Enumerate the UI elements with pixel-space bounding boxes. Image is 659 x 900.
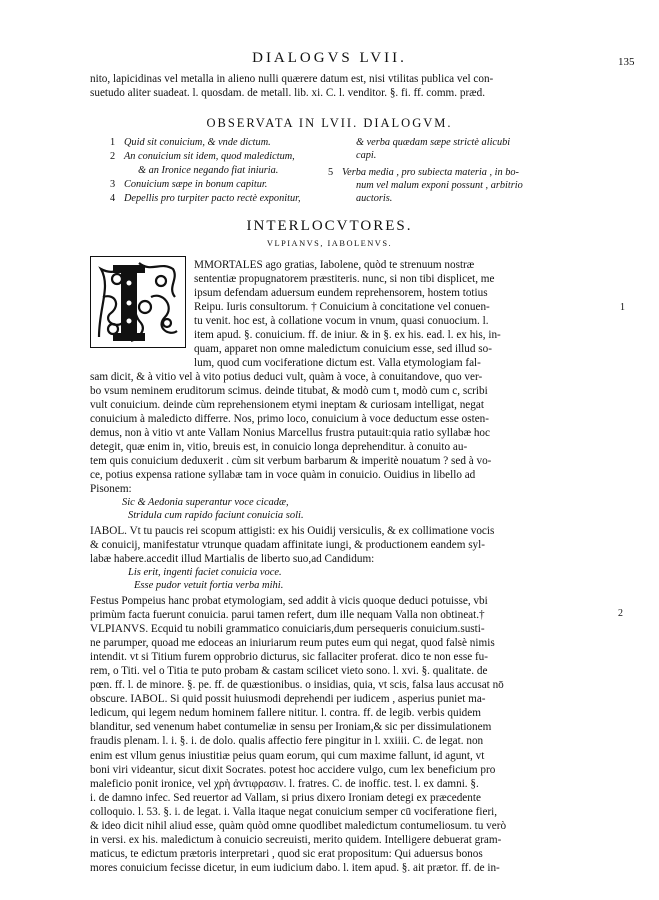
text-line: item apud. §. conuicium. ff. de iniur. & in §. ex his. ead. l. ex his, in- [194,329,501,342]
text-line: labæ habere.accedit illud Martialis de liberto suo,ad Candidum: [90,553,375,566]
summary-item [110,150,295,163]
verse-line: Stridula cum rapido faciunt conuicia soli. [128,510,304,521]
text-line: in versi. ex his. maledictum à conuicio secreuisti, merito quidem. Intelligere debuerat gram- [90,833,502,846]
summary-text: num vel malum exponi possunt , arbitrio [356,180,523,191]
text-line: conuicium à maledicto differre. Nos, primo loco, conuicium à voce deductum esse osten- [90,413,490,426]
text-line: suetudo aliter suadeat. l. quosdam. de metall. lib. xi. C. l. venditor. §. fi. ff. comm. præd. [90,87,486,99]
paragraph-body-2 [90,524,610,566]
text-line: sententiæ propugnatorem præstiteris. nunc, si non tibi displicet, me [194,273,495,286]
summary-item [342,192,392,205]
text-line: demus, non à vitio vt ante Vallam Nonius Marcellus frustra putauit:quia ratio syllabæ hoc [90,427,490,440]
summary-item [328,166,519,179]
summary-item [342,149,376,162]
summary-number: 1 [110,137,116,148]
summary-number: 4 [110,193,116,204]
text-line: Pisonem: [90,483,132,496]
ornament-icon [91,257,184,346]
paragraph-body-1 [90,370,610,496]
text-line: ce, potius expensa ratione syllabæ tam in voce quàm in conuicio. Ouidius in libello ad [90,469,476,482]
summary-text: Conuicium sæpe in bonum capitur. [124,179,268,190]
verse-line: Sic & Aedonia superantur voce cicadæ, [122,497,289,508]
text-line: colloquio. l. 53. §. i. de legat. i. Valla itaque negat conuicium semper cū vociferatione fieri, [90,805,498,818]
text-line: ipsum defendam aduersum eundem reprehensorem, hostem totius [194,287,488,300]
text-line: Reipu. Iuris consultorum. † Conuicium à concitatione vel conuen- [194,301,490,314]
text-line: tu venit. hoc est, à collatione vocum in vnum, quasi conuocium. l. [194,315,489,328]
verse-line: Esse pudor vetuit fortia verba mihi. [134,580,284,591]
speakers-line: VLPIANVS, IABOLENVS. [266,239,393,248]
text-line: vult conuicium. deinde cùm reprehensionem etymi ineptam & curiosam intelligat, negat [90,399,484,412]
summary-text: Quid sit conuicium, & vnde dictum. [124,137,271,148]
text-line: maticus, te edictum prætoris interpretari , quod sic erat propositum: Qui aduersus bonos [90,847,483,860]
text-line: i. de damno infec. Sed reuertor ad Vallam, si prius dixero Ironiam detegi ex præcedente [90,791,481,804]
paragraph-opening [194,258,614,370]
summary-text: & an Ironice negando fiat iniuria. [138,165,279,176]
text-line: VLPIANVS. Ecquid tu nobili grammatico conuiciaris,dum persequeris conuicium.susti- [90,623,485,636]
summary-item [342,136,510,149]
verse-quote-martial [122,566,283,592]
margin-note: 1 [620,302,625,313]
text-line: lum, quod cum vociferatione dictum est. Valla etymologiam fal- [194,357,481,370]
text-line: pœn. ff. l. de minore. §. pe. ff. de quæstionibus. o insidias, quia, vt scis, falsa laus accusat nō [90,679,504,692]
text-line: blanditur, sed venenum habet contumeliæ in sensu per Ironiam,& sic per dissimulationem [90,721,492,734]
interlocutores-heading: INTERLOCVTORES. [246,218,413,234]
summary-text: auctoris. [356,193,393,204]
continuation-text [90,72,610,100]
paragraph-body-3 [90,594,610,875]
summary-text: An conuicium sit idem, quod maledictum, [124,151,295,162]
text-line: fraudis plenam. l. i. §. i. de dolo. qualis affectio fere pingitur in l. xxiiii. C. de legat. non [90,735,484,748]
text-line: quam, apparet non omne maledictum conuicium esse, sed illud so- [194,343,492,356]
summary-number: 3 [110,179,116,190]
page-number: 135 [618,56,635,68]
summary-item [342,179,523,192]
margin-note: 2 [618,608,623,619]
text-line: primùm facta fuerunt conuicia. parui tamen refert, dum ille nequam Valla non obtineat.† [90,609,485,622]
text-line: Festus Pompeius hanc probat etymologiam, sed addit à vicis quoque deduci potuisse, vbi [90,595,488,607]
verse-quote-ovid [122,496,304,522]
summary-item [110,192,301,205]
text-line: enim est vllum genus iniustitiæ peius quam eorum, qui cum maxime fallunt, id agunt, vt [90,749,485,762]
text-line: detegit, quæ enim in, vitio, breuis est, in conuicio longa deprehenditur. à conuito au- [90,441,468,454]
summary-item [110,136,271,149]
summary-text: & verba quædam sæpe strictè alicubi [356,137,511,148]
text-line: ne parumper, quoad me edoceas an iniuriarum reum putes eum qui negat, quod falsè nimis [90,637,495,650]
summary-number: 2 [110,151,116,162]
text-line: & ideo dicit nihil aliud esse, quàm quòd omne quodlibet maledictum contumeliosum. tu verò [90,819,507,832]
text-line: obscure. IABOL. Si quid possit huiusmodi deprehendi per iudicem , asperius puniet ma- [90,693,486,706]
text-line: MMORTALES ago gratias, Iabolene, quòd te strenuum nostræ [194,259,475,271]
text-line: bo vsum neminem eruditorum scimus. deinde titubat, & modò cum t, modò cum c, scribi [90,385,488,398]
text-line: boni viri videantur, sicut dixit Socrates. potest hoc accidere vulgo, cum lex beneficium pro [90,763,496,776]
verse-line: Lis erit, ingenti faciet conuicia voce. [128,567,282,578]
text-line: & conuicij, manifestatur vtrunque quadam affinitate iungi, & productionem eandem syl- [90,539,485,552]
text-line: intendit. vt si Titium furem opprobrio dicturus, sic fallaciter proferat. dico te non esse fu- [90,651,489,664]
summary-item [110,178,267,191]
text-line: nito, lapicidinas vel metalla in alieno nulli quærere datum est, nisi vtilitas publica vel con- [90,73,494,85]
summary-item [110,164,278,177]
text-line: tem quis conuicium deduxerit . cùm sit verbum barbarum & imperitè nouatum ? sed à vo- [90,455,492,468]
text-line: mores conuicium fecisse dicetur, in eum iudicium dabo. l. item apud. §. ait prætor. ff. de in- [90,861,500,874]
text-line: sam dicit, & à vitio vel à vito potius deduci vult, quàm à voce, à conuitandove, quo ver- [90,371,483,383]
summary-text: capi. [356,150,377,161]
decorated-initial-illustration [90,256,186,348]
text-line: IABOL. Vt tu paucis rei scopum attigisti: ex his Ouidij versiculis, & ex collimatione vocis [90,525,495,537]
running-header: DIALOGVS LVII. [252,50,407,66]
summary-text: Depellis pro turpiter pacto rectè exponitur, [124,193,301,204]
text-line: maleficio ponit ironice, vel χρὴ ἀντιφρασιν. l. fratres. C. de inoffic. test. l. ex damni. §. [90,777,479,790]
summary-text: Verba media , pro subiecta materia , in bo- [342,167,519,178]
observata-heading: OBSERVATA IN LVII. DIALOGVM. [206,116,453,130]
text-line: ledicum, qui legem nedum hominem fallere nititur. l. contra. ff. de legib. verbis quidem [90,707,481,720]
text-line: rem, o Titi. vel o Titia te puto probam & castam scilicet vieto sono. l. xvi. §. qualitate. de [90,665,488,678]
summary-number: 5 [328,167,334,178]
